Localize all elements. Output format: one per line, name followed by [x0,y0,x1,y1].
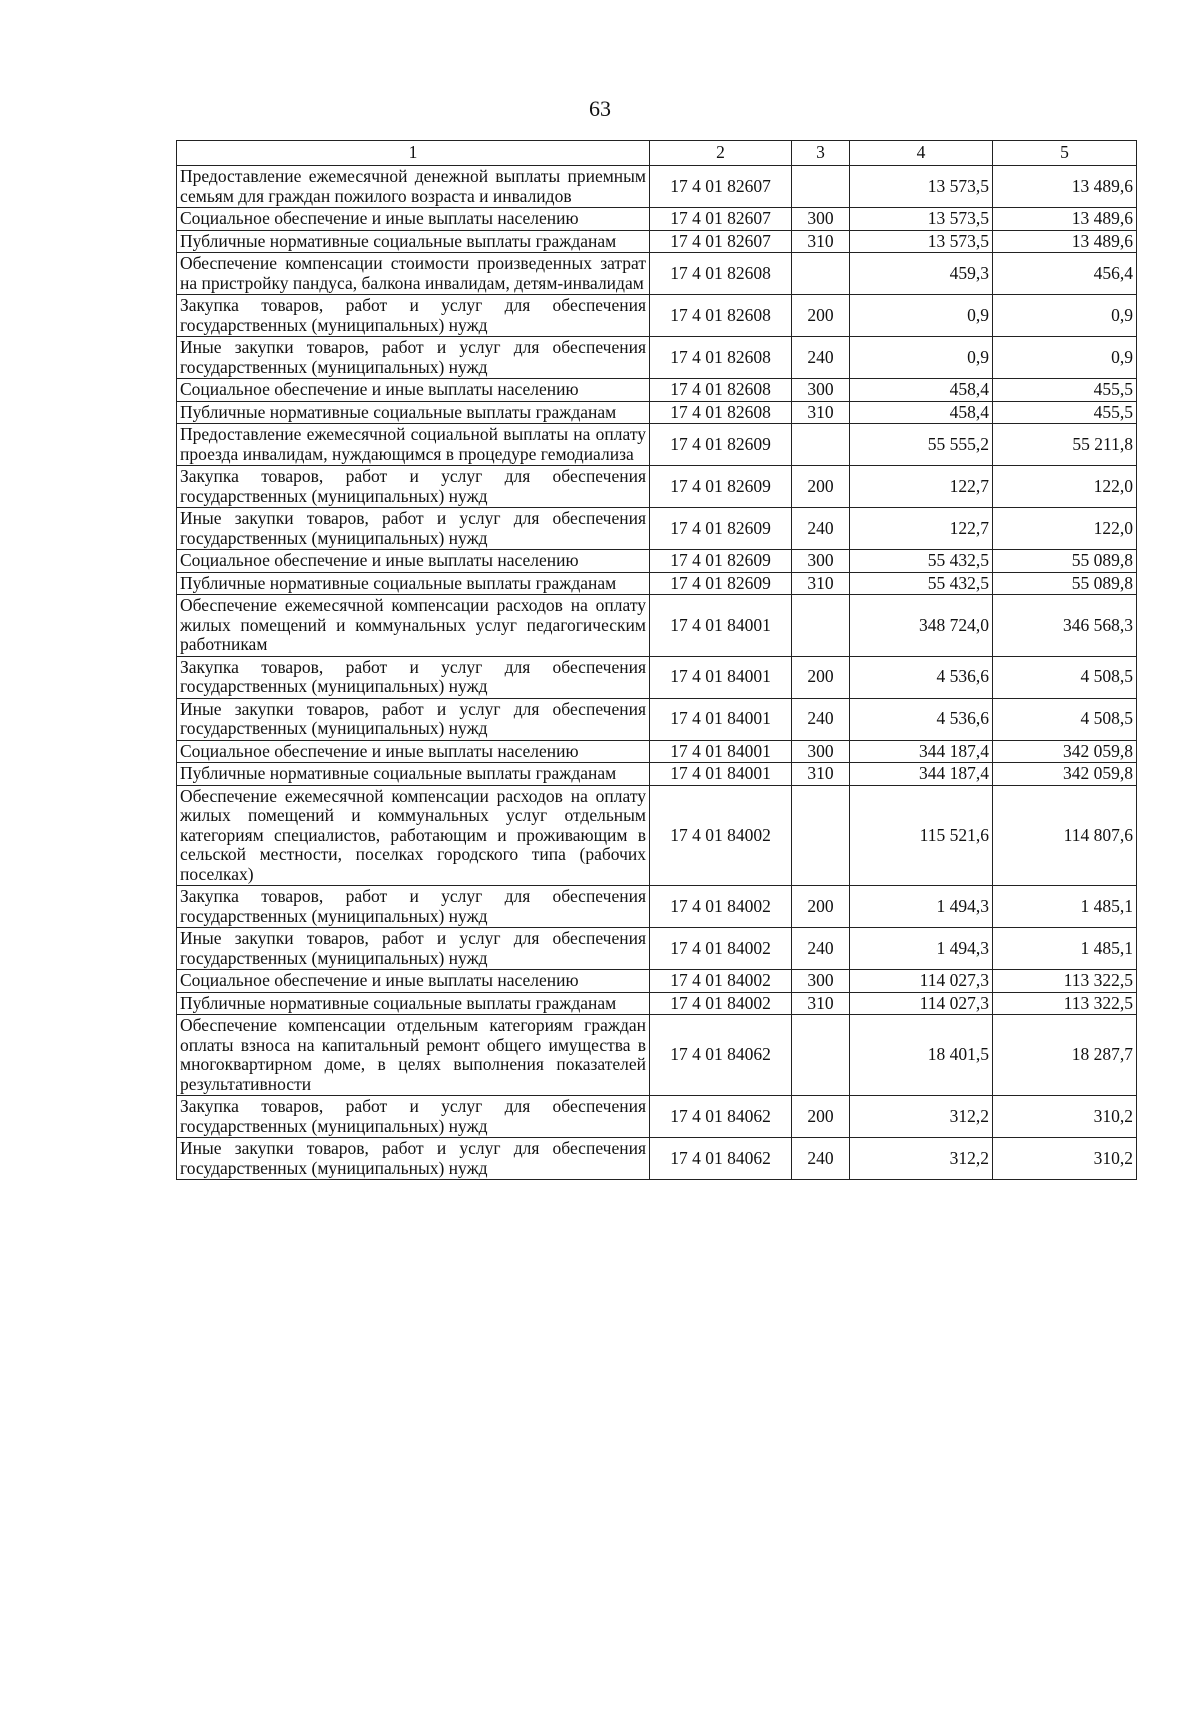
row-type: 200 [792,656,850,698]
row-code: 17 4 01 84001 [650,763,792,786]
table-row [177,970,1137,993]
row-name: Предоставление ежемесячной денежной выплаты приемным семьям для граждан пожилого возраста и инвалидов [177,166,650,208]
row-name: Публичные нормативные социальные выплаты гражданам [177,230,650,253]
row-amount-col-4: 122,7 [850,466,993,508]
table-row [177,208,1137,231]
header-col-1: 1 [177,141,650,166]
row-amount-col-4: 55 432,5 [850,550,993,573]
row-code: 17 4 01 82608 [650,295,792,337]
row-code: 17 4 01 82609 [650,508,792,550]
row-type: 310 [792,992,850,1015]
row-type: 300 [792,208,850,231]
table-row [177,1015,1137,1096]
row-code: 17 4 01 84002 [650,928,792,970]
row-code: 17 4 01 82608 [650,253,792,295]
row-code: 17 4 01 84001 [650,698,792,740]
table-row [177,656,1137,698]
table-row [177,1138,1137,1180]
table-row [177,886,1137,928]
row-type: 200 [792,295,850,337]
row-type: 240 [792,1138,850,1180]
row-amount-col-4: 312,2 [850,1096,993,1138]
row-amount-col-5: 310,2 [993,1096,1137,1138]
row-type: 310 [792,230,850,253]
row-amount-col-4: 13 573,5 [850,208,993,231]
row-amount-col-4: 344 187,4 [850,740,993,763]
table-row [177,698,1137,740]
table-row [177,401,1137,424]
row-type [792,253,850,295]
row-name: Публичные нормативные социальные выплаты гражданам [177,763,650,786]
row-amount-col-5: 455,5 [993,401,1137,424]
row-amount-col-5: 122,0 [993,466,1137,508]
header-col-5: 5 [993,141,1137,166]
row-type [792,166,850,208]
row-amount-col-4: 0,9 [850,337,993,379]
row-name: Обеспечение ежемесячной компенсации расходов на оплату жилых помещений и коммунальных услуг отдельным категориям специалистов, работающим и проживающим в сельской местности, поселках городского типа (рабочих поселках) [177,785,650,886]
row-amount-col-5: 55 089,8 [993,550,1137,573]
row-name: Социальное обеспечение и иные выплаты населению [177,208,650,231]
row-amount-col-5: 346 568,3 [993,595,1137,657]
row-amount-col-5: 4 508,5 [993,656,1137,698]
row-code: 17 4 01 84062 [650,1138,792,1180]
row-type [792,1015,850,1096]
row-name: Социальное обеспечение и иные выплаты населению [177,379,650,402]
table-row [177,337,1137,379]
row-type [792,595,850,657]
row-amount-col-4: 348 724,0 [850,595,993,657]
row-amount-col-5: 13 489,6 [993,166,1137,208]
row-name: Предоставление ежемесячной социальной выплаты на оплату проезда инвалидам, нуждающимся в процедуре гемодиализа [177,424,650,466]
table-row [177,992,1137,1015]
row-code: 17 4 01 82609 [650,550,792,573]
row-code: 17 4 01 82607 [650,166,792,208]
row-code: 17 4 01 82607 [650,208,792,231]
row-amount-col-5: 455,5 [993,379,1137,402]
row-name: Социальное обеспечение и иные выплаты населению [177,970,650,993]
row-code: 17 4 01 82607 [650,230,792,253]
row-type: 310 [792,572,850,595]
row-amount-col-4: 1 494,3 [850,886,993,928]
table-row [177,1096,1137,1138]
row-amount-col-5: 55 211,8 [993,424,1137,466]
row-amount-col-4: 344 187,4 [850,763,993,786]
row-code: 17 4 01 82609 [650,572,792,595]
table-row [177,166,1137,208]
row-amount-col-5: 0,9 [993,337,1137,379]
row-amount-col-4: 18 401,5 [850,1015,993,1096]
row-amount-col-4: 458,4 [850,401,993,424]
row-amount-col-4: 4 536,6 [850,698,993,740]
table-row [177,550,1137,573]
table-row [177,253,1137,295]
row-amount-col-5: 113 322,5 [993,970,1137,993]
row-type [792,785,850,886]
row-type: 310 [792,763,850,786]
row-type: 240 [792,337,850,379]
row-amount-col-5: 18 287,7 [993,1015,1137,1096]
row-name: Публичные нормативные социальные выплаты гражданам [177,992,650,1015]
row-amount-col-4: 55 432,5 [850,572,993,595]
row-amount-col-5: 55 089,8 [993,572,1137,595]
row-code: 17 4 01 82608 [650,337,792,379]
row-amount-col-5: 456,4 [993,253,1137,295]
row-type: 300 [792,550,850,573]
row-amount-col-4: 122,7 [850,508,993,550]
row-type: 200 [792,466,850,508]
table-row [177,424,1137,466]
row-code: 17 4 01 84001 [650,656,792,698]
row-amount-col-5: 310,2 [993,1138,1137,1180]
row-type: 310 [792,401,850,424]
row-name: Иные закупки товаров, работ и услуг для обеспечения государственных (муниципальных) нужд [177,928,650,970]
row-type [792,424,850,466]
row-amount-col-5: 342 059,8 [993,763,1137,786]
table-row [177,230,1137,253]
row-name: Публичные нормативные социальные выплаты гражданам [177,572,650,595]
row-code: 17 4 01 84002 [650,970,792,993]
row-code: 17 4 01 84001 [650,595,792,657]
row-name: Иные закупки товаров, работ и услуг для обеспечения государственных (муниципальных) нужд [177,337,650,379]
table-row [177,595,1137,657]
row-amount-col-5: 113 322,5 [993,992,1137,1015]
row-amount-col-4: 55 555,2 [850,424,993,466]
table-row [177,466,1137,508]
row-code: 17 4 01 84062 [650,1015,792,1096]
header-col-2: 2 [650,141,792,166]
row-name: Социальное обеспечение и иные выплаты населению [177,550,650,573]
row-amount-col-4: 312,2 [850,1138,993,1180]
row-type: 240 [792,508,850,550]
row-code: 17 4 01 82609 [650,466,792,508]
table-body [177,166,1137,1180]
row-code: 17 4 01 82609 [650,424,792,466]
row-type: 200 [792,886,850,928]
row-amount-col-4: 459,3 [850,253,993,295]
row-amount-col-5: 122,0 [993,508,1137,550]
row-type: 300 [792,740,850,763]
row-amount-col-4: 114 027,3 [850,970,993,993]
table-row [177,785,1137,886]
header-row [177,141,1137,166]
row-code: 17 4 01 84002 [650,992,792,1015]
row-amount-col-4: 1 494,3 [850,928,993,970]
row-name: Иные закупки товаров, работ и услуг для обеспечения государственных (муниципальных) нужд [177,698,650,740]
table-header [177,141,1137,166]
row-type: 240 [792,698,850,740]
row-code: 17 4 01 84001 [650,740,792,763]
row-name: Иные закупки товаров, работ и услуг для обеспечения государственных (муниципальных) нужд [177,1138,650,1180]
row-code: 17 4 01 84002 [650,886,792,928]
row-name: Обеспечение компенсации стоимости произведенных затрат на пристройку пандуса, балкона инвалидам, детям-инвалидам [177,253,650,295]
row-name: Закупка товаров, работ и услуг для обеспечения государственных (муниципальных) нужд [177,466,650,508]
row-amount-col-5: 4 508,5 [993,698,1137,740]
header-col-3: 3 [792,141,850,166]
row-amount-col-5: 0,9 [993,295,1137,337]
table-row [177,763,1137,786]
row-amount-col-4: 13 573,5 [850,166,993,208]
row-code: 17 4 01 84002 [650,785,792,886]
row-name: Закупка товаров, работ и услуг для обеспечения государственных (муниципальных) нужд [177,656,650,698]
row-amount-col-4: 115 521,6 [850,785,993,886]
row-name: Закупка товаров, работ и услуг для обеспечения государственных (муниципальных) нужд [177,886,650,928]
table-row [177,740,1137,763]
row-type: 300 [792,379,850,402]
row-amount-col-5: 13 489,6 [993,230,1137,253]
table-row [177,928,1137,970]
row-amount-col-4: 114 027,3 [850,992,993,1015]
row-amount-col-5: 13 489,6 [993,208,1137,231]
row-amount-col-4: 0,9 [850,295,993,337]
row-amount-col-5: 1 485,1 [993,928,1137,970]
row-name: Закупка товаров, работ и услуг для обеспечения государственных (муниципальных) нужд [177,1096,650,1138]
table-row [177,508,1137,550]
row-code: 17 4 01 84062 [650,1096,792,1138]
row-amount-col-5: 342 059,8 [993,740,1137,763]
row-type: 300 [792,970,850,993]
row-name: Публичные нормативные социальные выплаты гражданам [177,401,650,424]
table-row [177,572,1137,595]
row-type: 240 [792,928,850,970]
row-amount-col-4: 13 573,5 [850,230,993,253]
row-amount-col-5: 114 807,6 [993,785,1137,886]
table-row [177,295,1137,337]
page-number: 63 [589,96,611,121]
row-type: 200 [792,1096,850,1138]
row-name: Социальное обеспечение и иные выплаты населению [177,740,650,763]
row-name: Обеспечение компенсации отдельным категориям граждан оплаты взноса на капитальный ремонт общего имущества в многоквартирном доме, в целях выполнения показателей результативности [177,1015,650,1096]
row-amount-col-5: 1 485,1 [993,886,1137,928]
table-row [177,379,1137,402]
row-amount-col-4: 458,4 [850,379,993,402]
header-col-4: 4 [850,141,993,166]
row-amount-col-4: 4 536,6 [850,656,993,698]
row-code: 17 4 01 82608 [650,401,792,424]
row-name: Закупка товаров, работ и услуг для обеспечения государственных (муниципальных) нужд [177,295,650,337]
budget-table [176,140,1137,1180]
row-name: Обеспечение ежемесячной компенсации расходов на оплату жилых помещений и коммунальных услуг педагогическим работникам [177,595,650,657]
row-name: Иные закупки товаров, работ и услуг для обеспечения государственных (муниципальных) нужд [177,508,650,550]
row-code: 17 4 01 82608 [650,379,792,402]
